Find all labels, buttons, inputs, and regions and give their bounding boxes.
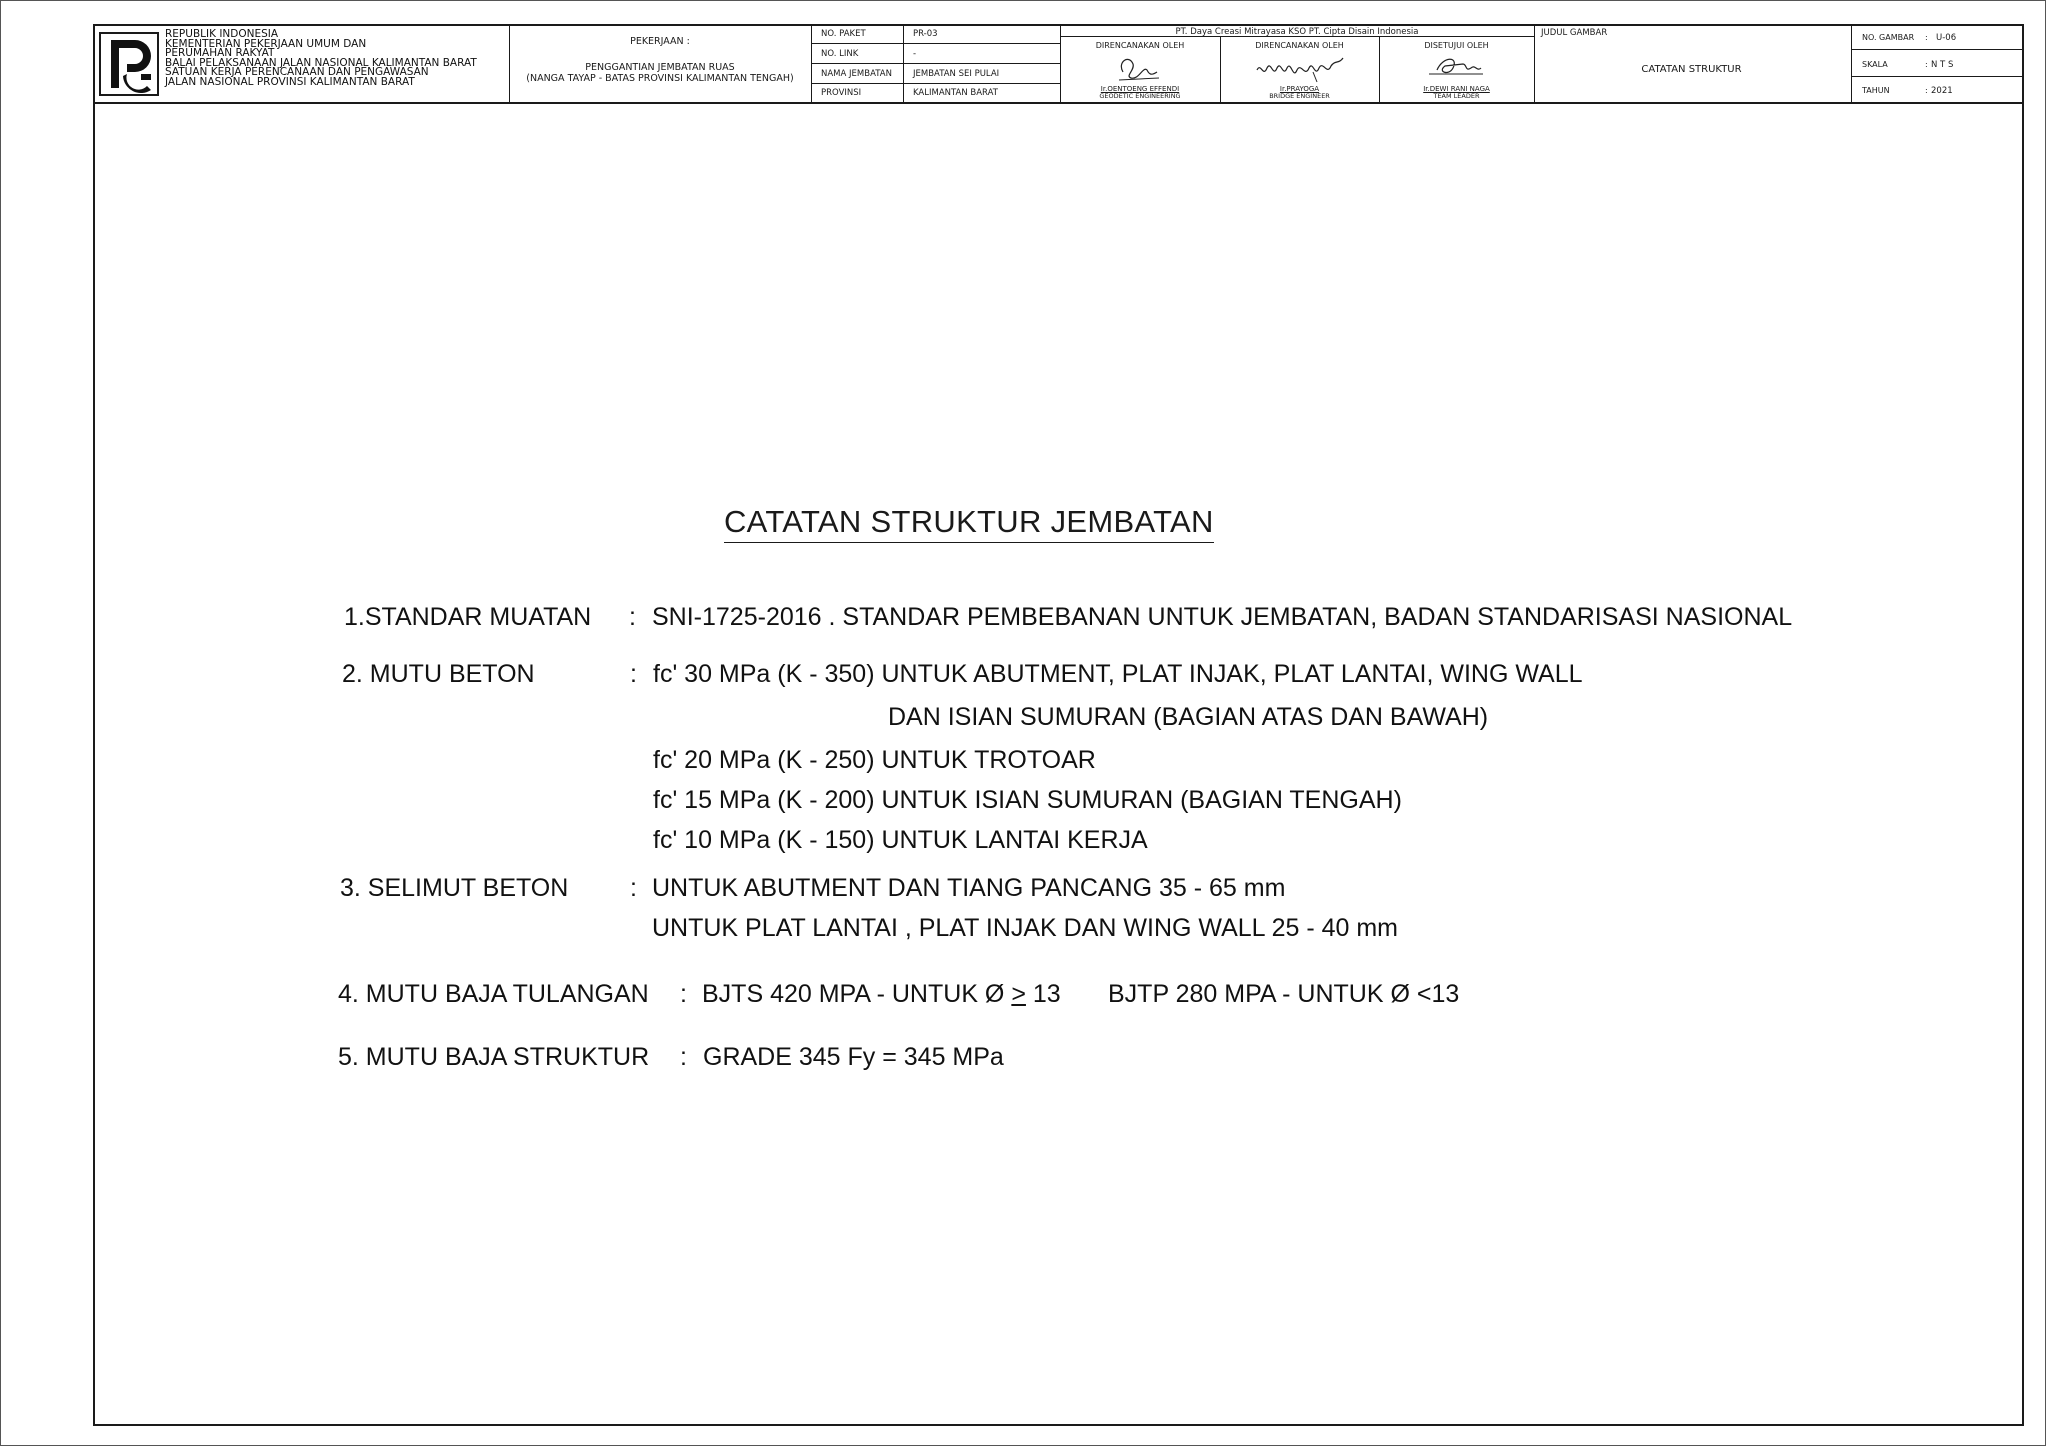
info-value: KALIMANTAN BARAT [913,88,998,98]
note-separator: : [630,660,637,688]
note-text: BJTP 280 MPA - UNTUK Ø <13 [1108,980,1460,1008]
note-text: fc' 20 MPa (K - 250) UNTUK TROTOAR [653,746,1096,774]
note-label: 5. MUTU BAJA STRUKTUR [338,1043,650,1071]
drawing-title: CATATAN STRUKTUR [1641,64,1742,75]
org-line: SATUAN KERJA PERENCANAAN DAN PENGAWASAN [165,66,429,79]
info-label: NO. LINK [821,49,859,59]
note-label: 2. MUTU BETON [342,660,535,688]
note-separator: : [629,603,636,631]
signatory-role: TEAM LEADER [1433,92,1480,100]
info-value: JEMBATAN SEI PULAI [913,69,1000,79]
info-value: - [913,49,917,59]
row-line [811,43,1060,44]
signature-heading: DIRENCANAKAN OLEH [1255,41,1344,50]
info-label: PROVINSI [821,88,862,98]
pu-logo-icon [101,34,157,94]
note-text: UNTUK PLAT LANTAI , PLAT INJAK DAN WING WALL 25 - 40 mm [652,914,1398,942]
meta-label: TAHUN [1862,86,1890,95]
org-line: BALAI PELAKSANAAN JALAN NASIONAL KALIMANTAN BARAT [165,56,477,69]
divider [1534,24,1535,102]
meta-colon: : [1925,33,1928,42]
signatory-role: BRIDGE ENGINEER [1269,92,1330,100]
signatory-name: Ir.DEWI RANI NAGA [1423,85,1490,93]
pekerjaan-label: PEKERJAAN : [630,36,690,47]
info-value: PR-03 [913,29,938,39]
drawing-number: U-06 [1936,33,1957,43]
note-text: GRADE 345 Fy = 345 MPa [703,1043,1004,1071]
notes-title: CATATAN STRUKTUR JEMBATAN [724,504,1214,543]
signature-mark-icon [1253,52,1349,84]
note-label: 1.STANDAR MUATAN [344,603,592,631]
row-line [811,63,1060,64]
note-separator: : [680,980,687,1008]
note-text: UNTUK ABUTMENT DAN TIANG PANCANG 35 - 65 mm [652,874,1286,902]
note-text-part: 13 [1032,980,1061,1008]
note-text: fc' 10 MPa (K - 150) UNTUK LANTAI KERJA [653,826,1148,854]
meta-label: NO. GAMBAR [1862,33,1915,42]
greater-equal-symbol: > [1011,980,1026,1008]
note-text: fc' 30 MPa (K - 350) UNTUK ABUTMENT, PLAT INJAK, PLAT LANTAI, WING WALL [653,660,1583,688]
drawing-title-label: JUDUL GAMBAR [1541,28,1608,38]
note-label: 3. SELIMUT BETON [340,874,569,902]
note-text: fc' 15 MPa (K - 200) UNTUK ISIAN SUMURAN (BAGIAN TENGAH) [653,786,1402,814]
signature-heading: DIRENCANAKAN OLEH [1095,41,1185,50]
pekerjaan-line: (NANGA TAYAP - BATAS PROVINSI KALIMANTAN TENGAH) [526,73,794,84]
org-line: JALAN NASIONAL PROVINSI KALIMANTAN BARAT [165,75,415,88]
pekerjaan-line: PENGGANTIAN JEMBATAN RUAS [585,62,735,73]
row-line [1851,49,2024,50]
info-label: NAMA JEMBATAN [821,69,892,79]
pekerjaan-title [509,62,811,84]
drawing-year: 2021 [1931,86,1953,96]
info-label: NO. PAKET [821,29,866,39]
note-text-part: BJTS 420 MPA - UNTUK Ø [702,980,1005,1008]
signatory-role: GEODETIC ENGINEERING [1099,92,1181,100]
note-text [702,979,1061,1009]
signatory-name: Ir.OENTOENG EFFENDI [1100,85,1180,93]
ministry-logo [99,32,159,96]
signatory-name: Ir.PRAYOGA [1279,85,1320,93]
signature-mark-icon [1115,52,1165,84]
org-line: REPUBLIK INDONESIA [165,28,279,40]
meta-label: SKALA [1862,60,1888,69]
org-line: KEMENTERIAN PEKERJAAN UMUM DAN [165,37,367,50]
divider [1851,24,1852,102]
org-line: PERUMAHAN RAKYAT [165,47,275,60]
row-line [1851,76,2024,77]
row-line [811,83,1060,84]
note-text: SNI-1725-2016 . STANDAR PEMBEBANAN UNTUK JEMBATAN, BADAN STANDARISASI NASIONAL [652,603,1793,631]
note-text: DAN ISIAN SUMURAN (BAGIAN ATAS DAN BAWAH) [888,703,1489,731]
organization-name [165,30,477,88]
meta-colon: : [1925,86,1928,95]
drawing-scale: N T S [1931,60,1954,70]
title-block [93,24,2024,104]
note-separator: : [630,874,637,902]
note-label: 4. MUTU BAJA TULANGAN [338,980,649,1008]
note-separator: : [680,1043,687,1071]
meta-colon: : [1925,60,1928,69]
consultant-firm: PT. Daya Creasi Mitrayasa KSO PT. Cipta Disain Indonesia [1175,27,1419,37]
signature-mark-icon [1423,52,1493,84]
signature-heading: DISETUJUI OLEH [1424,41,1489,50]
